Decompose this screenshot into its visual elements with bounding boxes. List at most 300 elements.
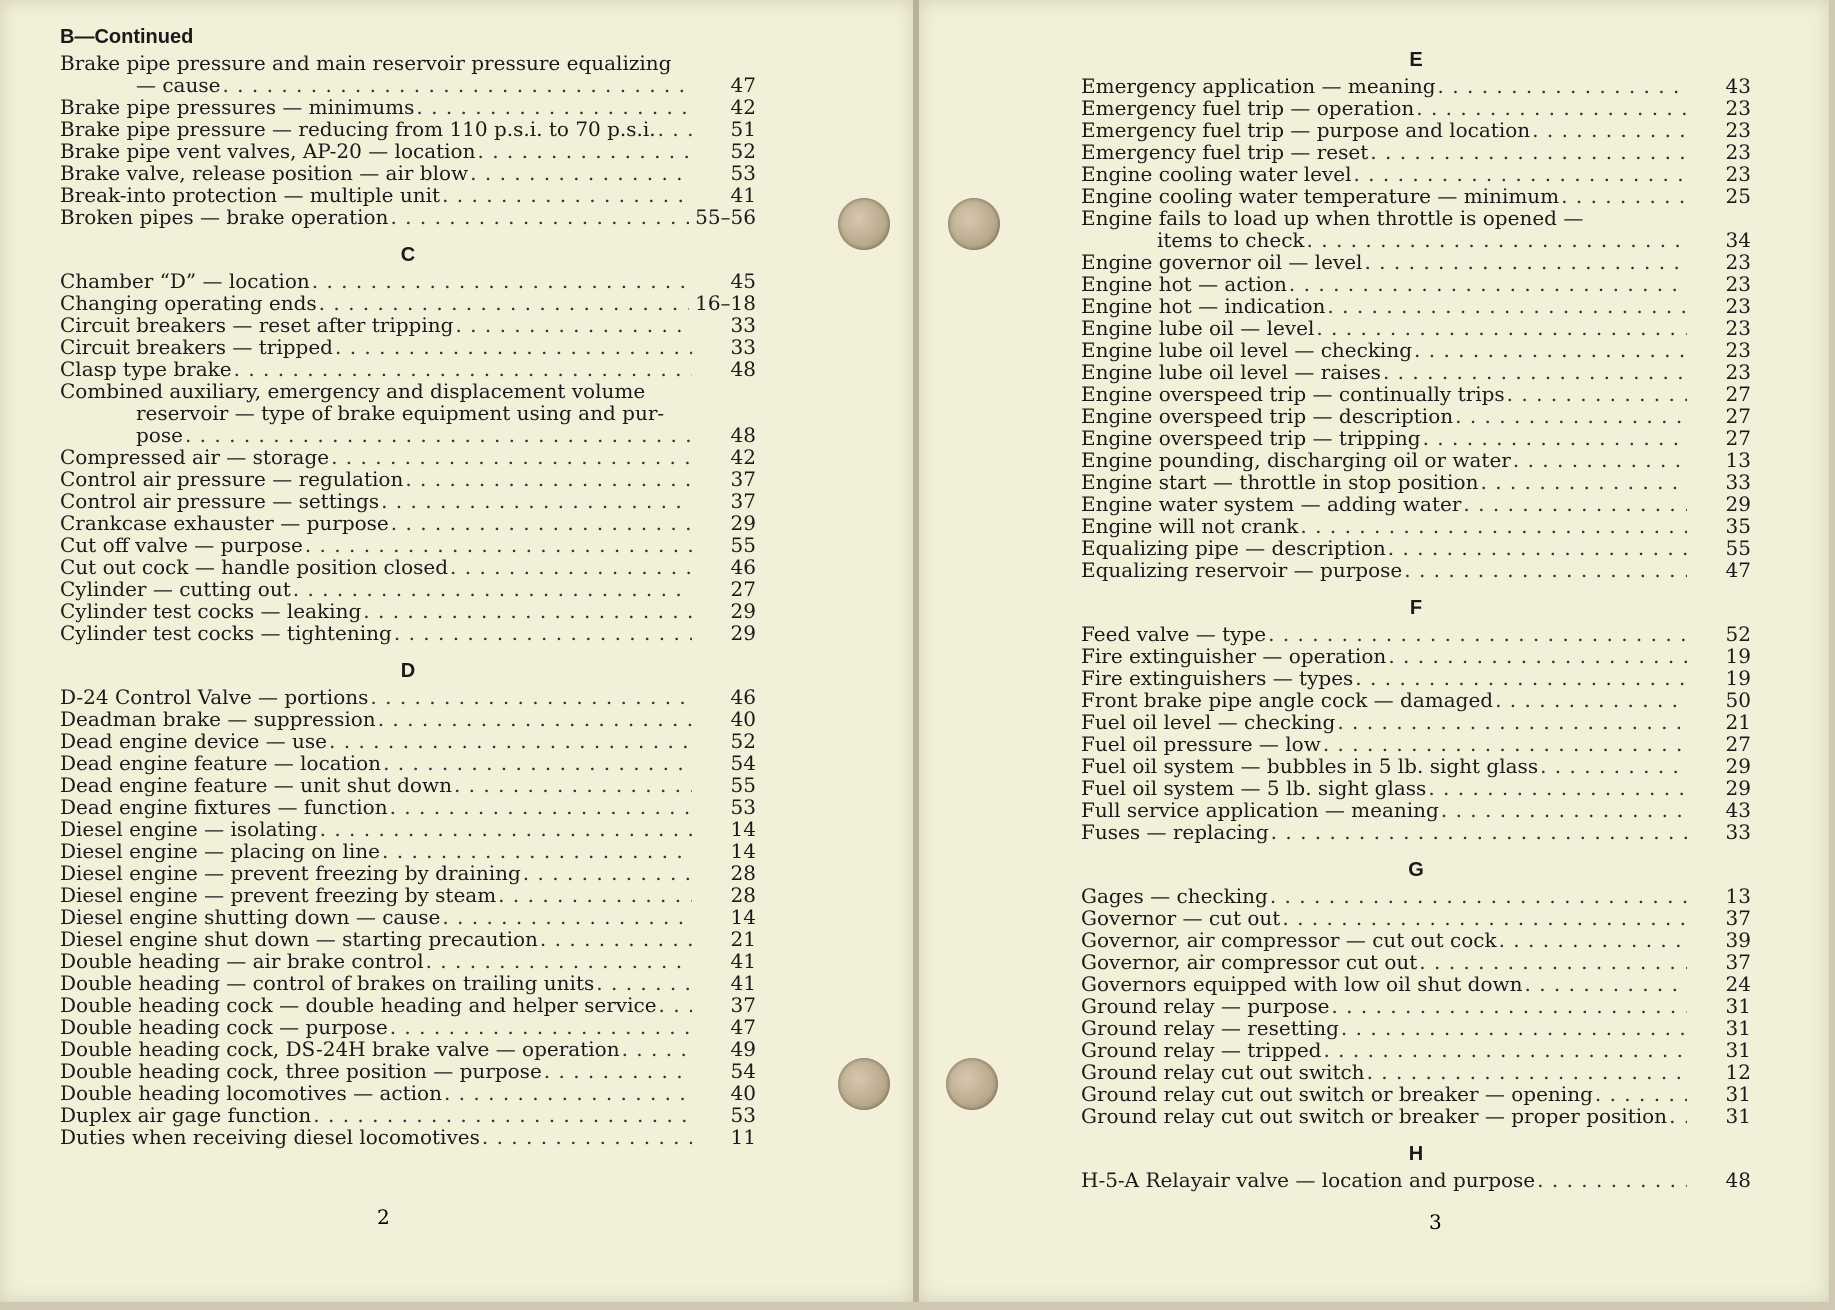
entry-text: Diesel engine — prevent freezing by steam bbox=[60, 883, 497, 907]
entry-text: Crankcase exhauster — purpose bbox=[60, 511, 389, 535]
entry-page-number: 28 bbox=[730, 883, 756, 907]
index-entry bbox=[1081, 317, 1751, 339]
entry-page-number: 52 bbox=[730, 139, 756, 163]
dot-leader bbox=[442, 184, 692, 206]
entry-text: Diesel engine — isolating bbox=[60, 817, 318, 841]
entry-page-number: 34 bbox=[1725, 228, 1751, 252]
index-entry bbox=[60, 752, 756, 774]
dot-leader bbox=[544, 1060, 692, 1082]
index-entry bbox=[1081, 383, 1751, 405]
index-entry bbox=[60, 292, 756, 314]
entry-page-number: 23 bbox=[1725, 316, 1751, 340]
entry-text: Fuel oil system — 5 lb. sight glass bbox=[1081, 776, 1427, 800]
index-entry bbox=[1081, 515, 1751, 537]
index-entry bbox=[1081, 427, 1751, 449]
entry-page-number: 23 bbox=[1725, 272, 1751, 296]
dot-leader bbox=[390, 206, 689, 228]
entry-text: Circuit breakers — tripped bbox=[60, 335, 333, 359]
entry-text: Full service application — meaning bbox=[1081, 798, 1439, 822]
entry-text: Dead engine feature — unit shut down bbox=[60, 773, 452, 797]
entry-page-number: 13 bbox=[1725, 448, 1751, 472]
index-entry bbox=[60, 556, 756, 578]
entry-text: Cut out cock — handle position closed bbox=[60, 555, 449, 579]
punch-hole-left-top bbox=[838, 198, 890, 250]
entry-page-number: 12 bbox=[1725, 1060, 1751, 1084]
entry-page-number: 23 bbox=[1725, 96, 1751, 120]
continued-heading: B—Continued bbox=[60, 26, 194, 48]
dot-leader bbox=[1499, 929, 1687, 951]
entry-page-number: 55–56 bbox=[695, 205, 756, 229]
index-entry bbox=[60, 52, 756, 96]
dot-leader bbox=[1337, 711, 1687, 733]
entry-text: Double heading locomotives — action bbox=[60, 1081, 442, 1105]
page-number-right: 3 bbox=[1429, 1210, 1442, 1234]
right-sections bbox=[1081, 49, 1751, 1191]
dot-leader bbox=[1270, 885, 1687, 907]
index-entry bbox=[60, 1104, 756, 1126]
entry-text: Double heading — air brake control bbox=[60, 949, 424, 973]
entry-page-number: 27 bbox=[1725, 426, 1751, 450]
right-index-column bbox=[1081, 33, 1751, 1191]
entry-text: Fuel oil pressure — low bbox=[1081, 732, 1321, 756]
entry-text: Fire extinguisher — operation bbox=[1081, 644, 1387, 668]
entry-text: Cut off valve — purpose bbox=[60, 533, 303, 557]
index-entry bbox=[60, 512, 756, 534]
entry-page-number: 50 bbox=[1725, 688, 1751, 712]
entry-page-number: 41 bbox=[730, 949, 756, 973]
entry-text: Brake pipe vent valves, AP-20 — location bbox=[60, 139, 476, 163]
entry-page-number: 16–18 bbox=[695, 291, 756, 315]
entry-page-number: 33 bbox=[730, 313, 756, 337]
index-entry bbox=[60, 118, 756, 140]
entry-text: Fuel oil level — checking bbox=[1081, 710, 1336, 734]
index-entry bbox=[60, 884, 756, 906]
dot-leader bbox=[1416, 97, 1687, 119]
dot-leader bbox=[596, 972, 692, 994]
dot-leader bbox=[622, 1038, 692, 1060]
dot-leader bbox=[1341, 1017, 1687, 1039]
entry-page-number: 35 bbox=[1725, 514, 1751, 538]
index-entry bbox=[60, 446, 756, 468]
index-entry bbox=[1081, 711, 1751, 733]
entry-page-number: 31 bbox=[1725, 1016, 1751, 1040]
entry-text: Cylinder — cutting out bbox=[60, 577, 291, 601]
entry-page-number: 23 bbox=[1725, 294, 1751, 318]
entry-text: Cylinder test cocks — tightening bbox=[60, 621, 392, 645]
dot-leader bbox=[1300, 515, 1687, 537]
dot-leader bbox=[378, 708, 692, 730]
entry-page-number: 11 bbox=[730, 1125, 756, 1149]
index-entry bbox=[60, 972, 756, 994]
entry-page-number: 31 bbox=[1725, 1082, 1751, 1106]
entry-page-number: 55 bbox=[1725, 536, 1751, 560]
dot-leader bbox=[523, 862, 692, 884]
entry-text: Fuel oil system — bubbles in 5 lb. sight glass bbox=[1081, 754, 1539, 778]
entry-text: Double heading — control of brakes on trailing units bbox=[60, 971, 595, 995]
entry-text: Brake pipe pressure — reducing from 110 p.s.i. to 70 p.s.i. bbox=[60, 117, 656, 141]
dot-leader bbox=[1438, 75, 1687, 97]
entry-text: Engine lube oil — level bbox=[1081, 316, 1315, 340]
index-entry bbox=[60, 708, 756, 730]
entry-page-number: 14 bbox=[730, 817, 756, 841]
section-heading: D bbox=[400, 660, 416, 682]
dot-leader bbox=[1268, 623, 1687, 645]
punch-hole-left-bottom bbox=[838, 1058, 890, 1110]
entry-text: — cause bbox=[136, 73, 221, 97]
entry-text: reservoir — type of brake equipment using and pur- bbox=[136, 401, 665, 425]
index-entry bbox=[60, 862, 756, 884]
entry-page-number: 39 bbox=[1725, 928, 1751, 952]
entry-text: Engine overspeed trip — tripping bbox=[1081, 426, 1421, 450]
dot-leader bbox=[382, 840, 692, 862]
entry-text: Ground relay cut out switch or breaker — proper position bbox=[1081, 1104, 1668, 1128]
index-entry bbox=[1081, 405, 1751, 427]
entry-text: Changing operating ends bbox=[60, 291, 317, 315]
entry-text: items to check bbox=[1157, 228, 1305, 252]
entry-text: Ground relay — purpose bbox=[1081, 994, 1330, 1018]
entry-text: Combined auxiliary, emergency and displacement volume bbox=[60, 379, 646, 403]
entry-page-number: 27 bbox=[1725, 404, 1751, 428]
entry-page-number: 25 bbox=[1725, 184, 1751, 208]
dot-leader bbox=[331, 446, 692, 468]
entry-text: Ground relay — tripped bbox=[1081, 1038, 1322, 1062]
index-entry bbox=[1081, 295, 1751, 317]
entry-page-number: 23 bbox=[1725, 162, 1751, 186]
entry-page-number: 23 bbox=[1725, 360, 1751, 384]
entry-page-number: 47 bbox=[1725, 558, 1751, 582]
index-entry bbox=[1081, 119, 1751, 141]
index-entry bbox=[1081, 97, 1751, 119]
entry-page-number: 41 bbox=[730, 971, 756, 995]
dot-leader bbox=[1323, 1039, 1687, 1061]
entry-text: Governor, air compressor cut out bbox=[1081, 950, 1418, 974]
dot-leader bbox=[390, 1016, 692, 1038]
index-entry bbox=[1081, 733, 1751, 755]
entry-text: Broken pipes — brake operation bbox=[60, 205, 389, 229]
entry-page-number: 40 bbox=[730, 1081, 756, 1105]
index-entry bbox=[60, 270, 756, 292]
index-entry bbox=[60, 1082, 756, 1104]
entry-page-number: 53 bbox=[730, 1103, 756, 1127]
dot-leader bbox=[450, 556, 692, 578]
entry-text: Diesel engine shutting down — cause bbox=[60, 905, 441, 929]
entry-page-number: 33 bbox=[1725, 820, 1751, 844]
index-entry bbox=[1081, 207, 1751, 251]
dot-leader bbox=[658, 118, 692, 140]
dot-leader bbox=[329, 730, 692, 752]
dot-leader bbox=[1367, 1061, 1687, 1083]
entry-text: Diesel engine — placing on line bbox=[60, 839, 381, 863]
dot-leader bbox=[319, 292, 689, 314]
dot-leader bbox=[1388, 645, 1687, 667]
dot-leader bbox=[1323, 733, 1687, 755]
entry-text: Emergency application — meaning bbox=[1081, 74, 1436, 98]
entry-page-number: 54 bbox=[730, 1059, 756, 1083]
index-entry bbox=[60, 314, 756, 336]
entry-page-number: 33 bbox=[1725, 470, 1751, 494]
entry-text: Dead engine feature — location bbox=[60, 751, 382, 775]
page-number-left: 2 bbox=[377, 1205, 390, 1229]
dot-leader bbox=[1423, 427, 1687, 449]
index-entry bbox=[60, 468, 756, 490]
entry-text: pose bbox=[136, 423, 183, 447]
dot-leader bbox=[335, 336, 692, 358]
index-entry bbox=[1081, 471, 1751, 493]
index-entry bbox=[60, 774, 756, 796]
index-entry bbox=[1081, 559, 1751, 581]
entry-page-number: 21 bbox=[1725, 710, 1751, 734]
entry-page-number: 41 bbox=[730, 183, 756, 207]
entry-text: Equalizing reservoir — purpose bbox=[1081, 558, 1403, 582]
entry-text: Engine lube oil level — raises bbox=[1081, 360, 1381, 384]
entry-page-number: 33 bbox=[730, 335, 756, 359]
index-entry bbox=[1081, 755, 1751, 777]
dot-leader bbox=[222, 74, 692, 96]
dot-leader bbox=[381, 490, 692, 512]
index-entry bbox=[60, 140, 756, 162]
entry-text: Engine will not crank bbox=[1081, 514, 1299, 538]
index-entry bbox=[60, 730, 756, 752]
index-entry bbox=[1081, 777, 1751, 799]
entry-text: Governors equipped with low oil shut down bbox=[1081, 972, 1523, 996]
index-entry bbox=[1081, 449, 1751, 471]
entry-page-number: 29 bbox=[1725, 776, 1751, 800]
dot-leader bbox=[1595, 1083, 1687, 1105]
dot-leader bbox=[498, 884, 692, 906]
entry-page-number: 14 bbox=[730, 839, 756, 863]
entry-text: Control air pressure — settings bbox=[60, 489, 380, 513]
index-entry bbox=[1081, 821, 1751, 843]
entry-text: Engine start — throttle in stop position bbox=[1081, 470, 1479, 494]
dot-leader bbox=[1507, 383, 1687, 405]
entry-text: Duties when receiving diesel locomotives bbox=[60, 1125, 480, 1149]
entry-text: Governor — cut out bbox=[1081, 906, 1281, 930]
index-entry bbox=[1081, 951, 1751, 973]
index-entry bbox=[60, 928, 756, 950]
section-heading: E bbox=[1409, 49, 1423, 71]
entry-text: Fire extinguishers — types bbox=[1081, 666, 1354, 690]
index-entry bbox=[60, 796, 756, 818]
entry-text: Governor, air compressor — cut out cock bbox=[1081, 928, 1497, 952]
dot-leader bbox=[444, 1082, 692, 1104]
index-entry bbox=[60, 818, 756, 840]
left-sections bbox=[60, 52, 756, 1148]
index-entry bbox=[1081, 667, 1751, 689]
entry-page-number: 54 bbox=[730, 751, 756, 775]
entry-page-number: 42 bbox=[730, 445, 756, 469]
index-entry bbox=[60, 1126, 756, 1148]
entry-text: Engine lube oil level — checking bbox=[1081, 338, 1413, 362]
index-entry bbox=[60, 206, 756, 228]
entry-text: Double heading cock — double heading and helper service bbox=[60, 993, 657, 1017]
index-entry bbox=[1081, 1039, 1751, 1061]
left-index-column bbox=[60, 26, 756, 1148]
entry-text: Dead engine device — use bbox=[60, 729, 328, 753]
index-entry bbox=[60, 490, 756, 512]
entry-text: Dead engine fixtures — function bbox=[60, 795, 388, 819]
entry-page-number: 37 bbox=[730, 993, 756, 1017]
entry-text: Clasp type brake bbox=[60, 357, 232, 381]
dot-leader bbox=[1404, 559, 1687, 581]
dot-leader bbox=[394, 622, 692, 644]
entry-text: Engine overspeed trip — continually trips bbox=[1081, 382, 1505, 406]
index-entry bbox=[1081, 645, 1751, 667]
entry-page-number: 27 bbox=[1725, 732, 1751, 756]
dot-leader bbox=[234, 358, 692, 380]
entry-page-number: 29 bbox=[1725, 492, 1751, 516]
dot-leader bbox=[1331, 995, 1687, 1017]
dot-leader bbox=[1316, 317, 1687, 339]
dot-leader bbox=[1428, 777, 1687, 799]
entry-page-number: 29 bbox=[730, 599, 756, 623]
index-entry bbox=[1081, 537, 1751, 559]
index-entry bbox=[60, 950, 756, 972]
entry-page-number: 46 bbox=[730, 685, 756, 709]
dot-leader bbox=[1364, 251, 1687, 273]
dot-leader bbox=[426, 950, 692, 972]
entry-text: Engine overspeed trip — description bbox=[1081, 404, 1454, 428]
entry-text: Brake pipe pressures — minimums bbox=[60, 95, 415, 119]
entry-page-number: 49 bbox=[730, 1037, 756, 1061]
dot-leader bbox=[1537, 1169, 1687, 1191]
index-entry bbox=[60, 184, 756, 206]
index-entry bbox=[1081, 1169, 1751, 1191]
dot-leader bbox=[1419, 951, 1687, 973]
index-entry bbox=[60, 994, 756, 1016]
index-entry bbox=[1081, 1061, 1751, 1083]
dot-leader bbox=[1271, 821, 1687, 843]
dot-leader bbox=[455, 314, 692, 336]
punch-hole-right-bottom bbox=[946, 1058, 998, 1110]
entry-page-number: 27 bbox=[1725, 382, 1751, 406]
dot-leader bbox=[1388, 537, 1687, 559]
dot-leader bbox=[1327, 295, 1687, 317]
punch-hole-right-top bbox=[948, 198, 1000, 250]
entry-text: Engine hot — indication bbox=[1081, 294, 1326, 318]
entry-text: Feed valve — type bbox=[1081, 622, 1267, 646]
entry-text: Break-into protection — multiple unit bbox=[60, 183, 441, 207]
entry-page-number: 55 bbox=[730, 773, 756, 797]
entry-page-number: 52 bbox=[730, 729, 756, 753]
index-entry bbox=[1081, 929, 1751, 951]
entry-page-number: 53 bbox=[730, 161, 756, 185]
entry-page-number: 29 bbox=[730, 621, 756, 645]
entry-page-number: 51 bbox=[730, 117, 756, 141]
dot-leader bbox=[370, 686, 692, 708]
dot-leader bbox=[1669, 1105, 1687, 1127]
entry-page-number: 52 bbox=[1725, 622, 1751, 646]
entry-page-number: 29 bbox=[1725, 754, 1751, 778]
dot-leader bbox=[185, 424, 692, 446]
dot-leader bbox=[363, 600, 692, 622]
dot-leader bbox=[293, 578, 692, 600]
entry-text: Engine hot — action bbox=[1081, 272, 1287, 296]
dot-leader bbox=[1495, 689, 1687, 711]
index-entry bbox=[1081, 995, 1751, 1017]
dot-leader bbox=[1370, 141, 1687, 163]
dot-leader bbox=[391, 512, 692, 534]
entry-page-number: 45 bbox=[730, 269, 756, 293]
index-entry bbox=[60, 906, 756, 928]
entry-text: Engine water system — adding water bbox=[1081, 492, 1462, 516]
entry-page-number: 48 bbox=[730, 357, 756, 381]
entry-page-number: 28 bbox=[730, 861, 756, 885]
entry-page-number: 37 bbox=[1725, 950, 1751, 974]
entry-page-number: 46 bbox=[730, 555, 756, 579]
dot-leader bbox=[1353, 163, 1687, 185]
index-entry bbox=[60, 1016, 756, 1038]
index-entry bbox=[1081, 1083, 1751, 1105]
entry-text: Engine cooling water level bbox=[1081, 162, 1352, 186]
entry-text: Emergency fuel trip — purpose and location bbox=[1081, 118, 1531, 142]
entry-page-number: 48 bbox=[730, 423, 756, 447]
index-entry bbox=[1081, 885, 1751, 907]
dot-leader bbox=[1289, 273, 1687, 295]
dot-leader bbox=[1414, 339, 1687, 361]
dot-leader bbox=[405, 468, 692, 490]
entry-text: Engine cooling water temperature — minimum bbox=[1081, 184, 1560, 208]
entry-page-number: 23 bbox=[1725, 338, 1751, 362]
entry-text: Gages — checking bbox=[1081, 884, 1268, 908]
index-entry bbox=[60, 600, 756, 622]
dot-leader bbox=[390, 796, 692, 818]
index-entry bbox=[60, 686, 756, 708]
entry-text: H-5-A Relayair valve — location and purpose bbox=[1081, 1168, 1536, 1192]
entry-text: Duplex air gage function bbox=[60, 1103, 312, 1127]
entry-page-number: 37 bbox=[730, 489, 756, 513]
dot-leader bbox=[1532, 119, 1687, 141]
entry-page-number: 24 bbox=[1725, 972, 1751, 996]
entry-text: Compressed air — storage bbox=[60, 445, 330, 469]
index-entry bbox=[60, 380, 756, 446]
entry-text: Double heading cock — purpose bbox=[60, 1015, 388, 1039]
index-entry bbox=[60, 534, 756, 556]
entry-page-number: 40 bbox=[730, 707, 756, 731]
entry-page-number: 31 bbox=[1725, 1104, 1751, 1128]
index-entry bbox=[1081, 973, 1751, 995]
entry-page-number: 43 bbox=[1725, 798, 1751, 822]
entry-page-number: 27 bbox=[730, 577, 756, 601]
index-entry bbox=[1081, 1017, 1751, 1039]
entry-text: Diesel engine — prevent freezing by draining bbox=[60, 861, 521, 885]
section-heading: G bbox=[1408, 859, 1424, 881]
dot-leader bbox=[1463, 493, 1687, 515]
index-entry bbox=[60, 1038, 756, 1060]
entry-page-number: 42 bbox=[730, 95, 756, 119]
dot-leader bbox=[1441, 799, 1687, 821]
dot-leader bbox=[470, 162, 692, 184]
entry-page-number: 37 bbox=[730, 467, 756, 491]
index-entry bbox=[60, 96, 756, 118]
entry-text: D-24 Control Valve — portions bbox=[60, 685, 369, 709]
index-entry bbox=[1081, 1105, 1751, 1127]
dot-leader bbox=[1513, 449, 1687, 471]
entry-page-number: 19 bbox=[1725, 666, 1751, 690]
entry-text: Brake valve, release position — air blow bbox=[60, 161, 469, 185]
section-heading: H bbox=[1408, 1143, 1424, 1165]
entry-text: Cylinder test cocks — leaking bbox=[60, 599, 362, 623]
entry-text: Diesel engine shut down — starting precaution bbox=[60, 927, 538, 951]
entry-page-number: 53 bbox=[730, 795, 756, 819]
dot-leader bbox=[1307, 229, 1687, 251]
dot-leader bbox=[1455, 405, 1687, 427]
index-entry bbox=[1081, 251, 1751, 273]
index-entry bbox=[1081, 141, 1751, 163]
dot-leader bbox=[312, 270, 692, 292]
entry-page-number: 14 bbox=[730, 905, 756, 929]
dot-leader bbox=[1561, 185, 1687, 207]
index-entry bbox=[1081, 799, 1751, 821]
